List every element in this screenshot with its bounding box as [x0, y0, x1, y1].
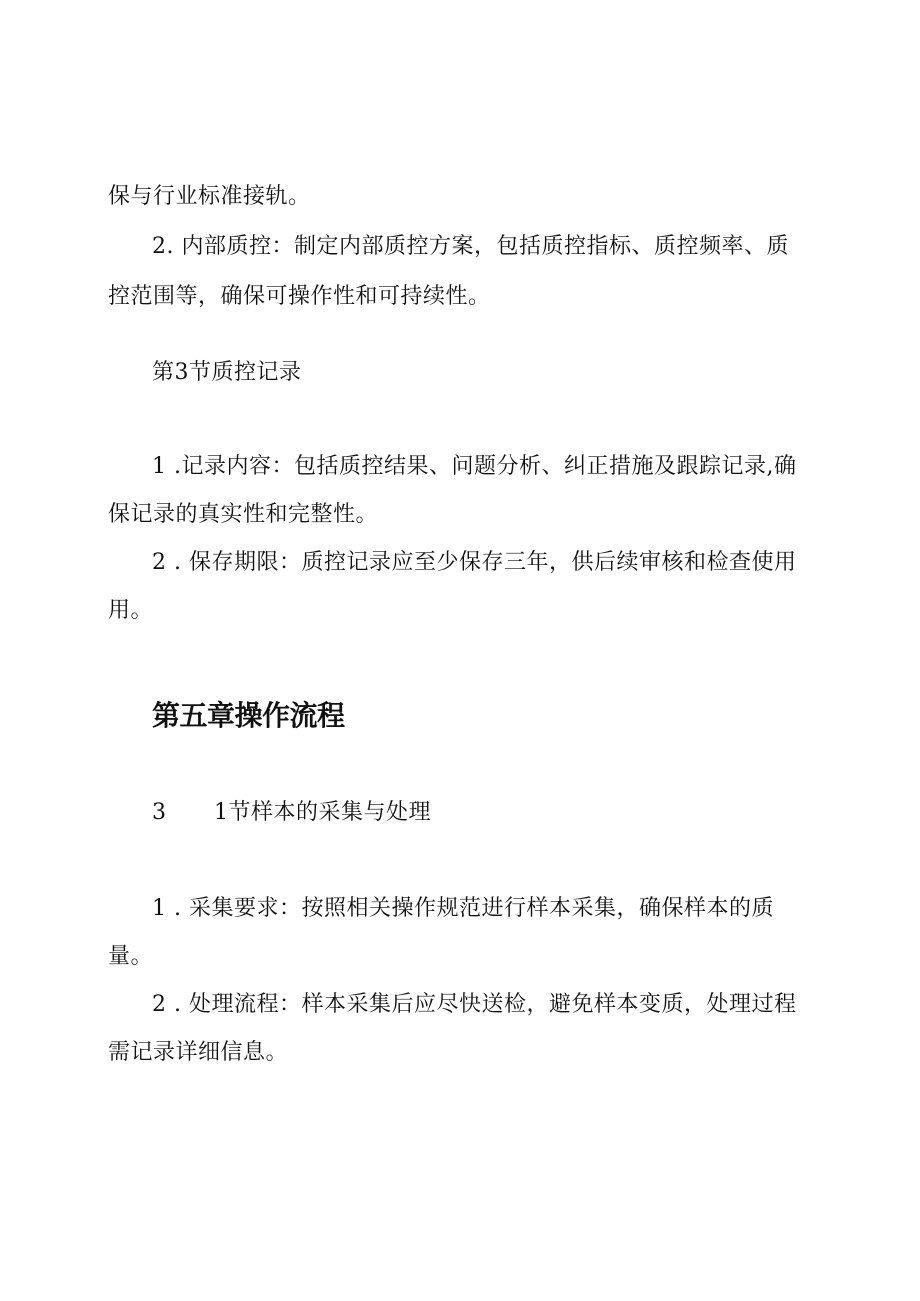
paragraph-line: 控范围等，确保可操作性和可持续性。 [108, 284, 491, 309]
paragraph-line: 2. 内部质控：制定内部质控方案，包括质控指标、质控频率、质 [152, 234, 789, 259]
paragraph-line: 1 .记录内容：包括质控结果、问题分析、纠正措施及跟踪记录,确 [152, 454, 797, 479]
section-number: 3 [152, 800, 167, 825]
chapter-title: 第五章操作流程 [152, 699, 345, 732]
paragraph-line: 保与行业标准接轨。 [108, 184, 311, 209]
section-heading: 第3节质控记录 [152, 360, 302, 385]
list-item-continuation: 量。 [108, 944, 154, 969]
paragraph-line: 2 . 保存期限：质控记录应至少保存三年，供后续审核和检查使用 [152, 550, 797, 575]
section-heading [152, 798, 431, 828]
list-item-continuation: 需记录详细信息。 [108, 1040, 289, 1065]
section-title: 1节样本的采集与处理 [214, 800, 431, 825]
paragraph-line: 用。 [108, 598, 154, 623]
list-item: 2 . 处理流程：样本采集后应尽快送检，避免样本变质，处理过程 [152, 992, 797, 1017]
paragraph-line: 保记录的真实性和完整性。 [108, 502, 379, 527]
list-item: 1 . 采集要求：按照相关操作规范进行样本采集，确保样本的质 [152, 896, 774, 921]
